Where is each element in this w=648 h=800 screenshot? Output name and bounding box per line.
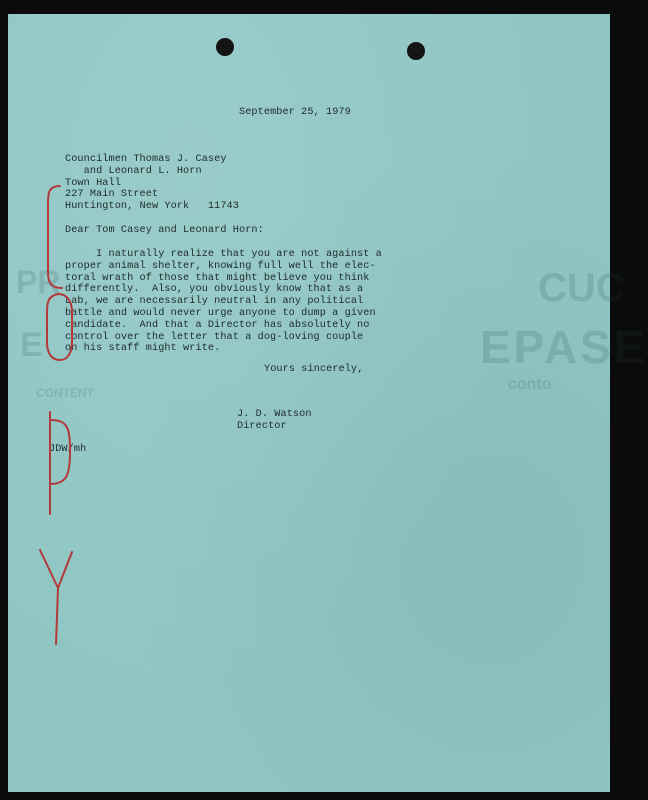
recipient-line: 227 Main Street: [65, 189, 159, 201]
letter-body: [65, 249, 382, 355]
body-line: proper animal shelter, knowing full well the elec-: [65, 260, 376, 272]
body-line: on his staff might write.: [65, 343, 221, 355]
stamp-letter-o: [47, 294, 72, 360]
punch-hole-left: [216, 38, 234, 56]
signature-title: Director: [237, 421, 287, 432]
body-line: control over the letter that a dog-loving couple: [65, 331, 364, 343]
signature-name: J. D. Watson: [237, 409, 312, 420]
show-through-mark: CUC: [538, 266, 625, 310]
show-through-mark: conto: [508, 376, 552, 393]
body-line: battle and would never urge anyone to dump a given: [65, 307, 376, 319]
recipient-line: Town Hall: [65, 177, 121, 189]
body-line: I naturally realize that you are not against a: [65, 249, 382, 260]
letter-page: [8, 14, 648, 792]
recipient-line: Councilmen Thomas J. Casey: [65, 154, 227, 165]
salutation: Dear Tom Casey and Leonard Horn:: [65, 225, 264, 236]
stamp-letter-c: [48, 186, 62, 288]
typist-initials: JDW/mh: [49, 444, 87, 455]
stamp-letter-p: [50, 412, 70, 514]
closing: Yours sincerely,: [264, 364, 364, 375]
recipient-address: [65, 154, 239, 213]
show-through-mark: CONTENT: [36, 386, 94, 400]
body-line: candidate. And that a Director has absolutely no: [65, 319, 370, 331]
show-through-mark: E: [20, 326, 43, 364]
copy-stamp-letters: [40, 186, 72, 644]
copy-stamp: [38, 184, 88, 654]
recipient-line: and Leonard L. Horn: [65, 165, 202, 177]
body-line: Lab, we are necessarily neutral in any political: [65, 296, 364, 308]
recipient-line: Huntington, New York 11743: [65, 201, 239, 213]
show-through-mark: EPASE: [480, 321, 648, 373]
body-line: toral wrath of those that might believe you think: [65, 272, 370, 284]
show-through-mark: PR: [16, 264, 61, 300]
letter-date: September 25, 1979: [239, 107, 351, 118]
stamp-letter-y: [40, 550, 72, 644]
punch-hole-right: [407, 42, 425, 60]
body-line: differently. Also, you obviously know that as a: [65, 284, 364, 296]
